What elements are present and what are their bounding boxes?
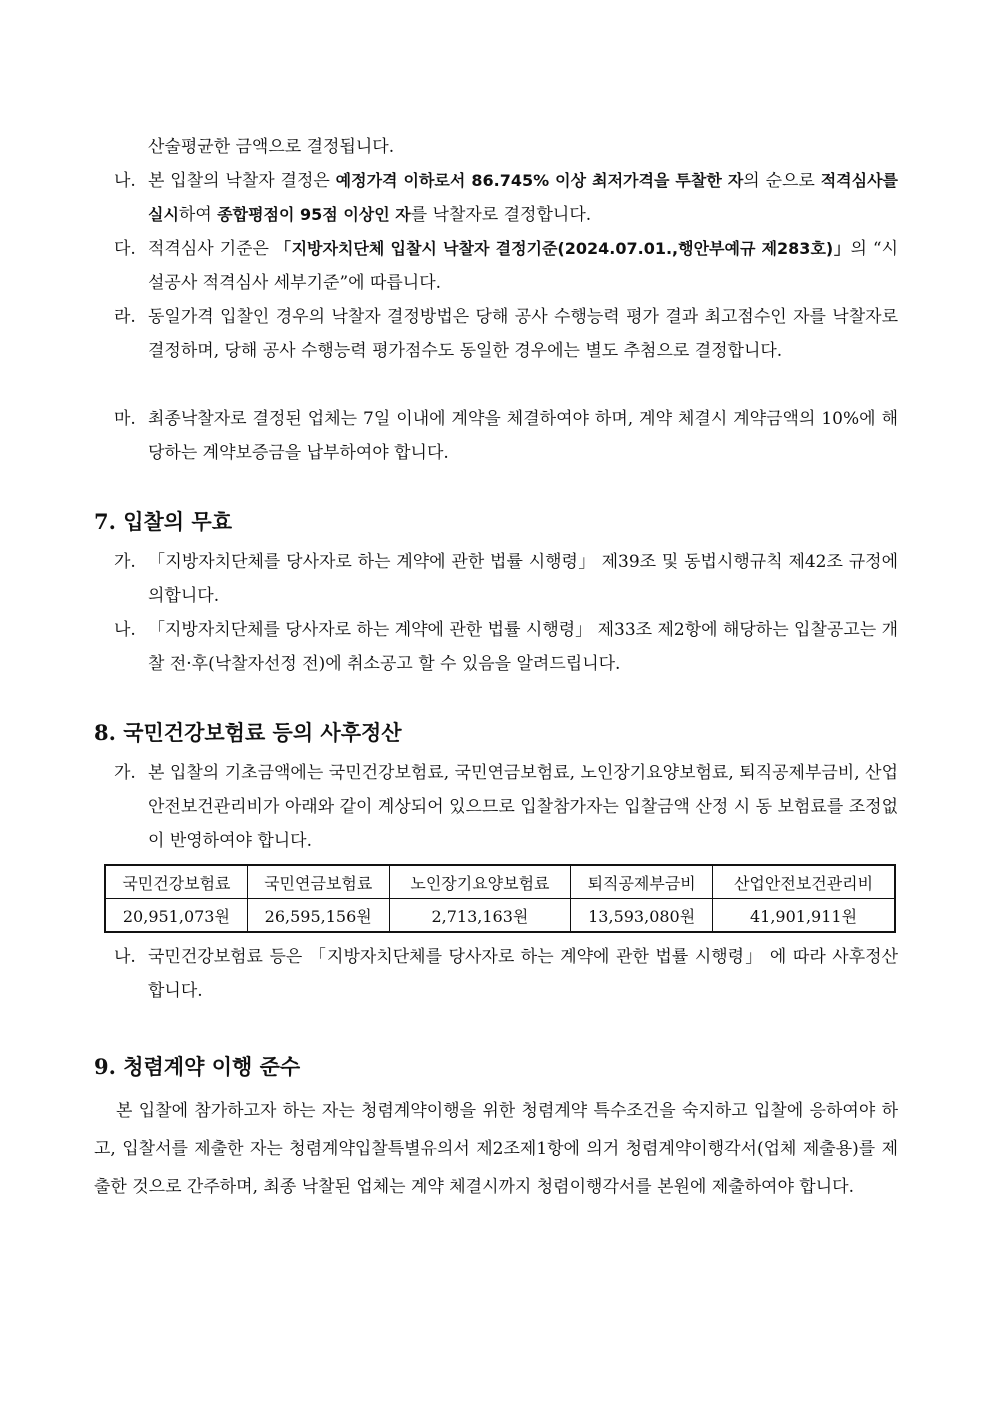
table-header-cell: 노인장기요양보험료 [389,865,571,899]
table-header-cell: 국민건강보험료 [105,865,247,899]
item-text: 최종낙찰자로 결정된 업체는 7일 이내에 계약을 체결하여야 하며, 계약 체결시 계약금액의 10%에 해당하는 계약보증금을 납부하여야 합니다. [148,409,898,463]
item-8-ga [114,756,898,858]
table-row [105,899,895,933]
item-text: 「지방자치단체를 당사자로 하는 계약에 관한 법률 시행령」 제33조 제2항에 해당하는 입찰공고는 개찰 전·후(낙찰자선정 전)에 취소공고 할 수 있음을 알려드립니다. [148,620,898,674]
table-header-cell: 퇴직공제부금비 [571,865,713,899]
item-marker: 나. [114,947,136,967]
bold-phrase: 종합평점이 95점 이상인 자 [217,205,411,224]
item-marker: 나. [114,171,136,191]
section-9-body: 본 입찰에 참가하고자 하는 자는 청렴계약이행을 위한 청렴계약 특수조건을 숙지하고 입찰에 응하여야 하고, 입찰서를 제출한 자는 청렴계약입찰특별유의서 제2조제1항에 의거 청렴계약이행각서(업체 제출용)를 제출한 것으로 간주하며, 최종 낙찰된 업체는 계약 체결시까지 청렴이행각서를 본원에 제출하여야 합니다. [94,1101,898,1197]
item-6-na [114,164,898,232]
bold-phrase: 「지방자치단체 입찰시 낙찰자 결정기준(2024.07.01.,행안부예규 제283호)」 [274,239,851,258]
item-7-na [114,613,898,681]
item-7-ga [114,545,898,613]
item-marker: 가. [114,763,136,783]
item-text: 국민건강보험료 등은 「지방자치단체를 당사자로 하는 계약에 관한 법률 시행령」 에 따라 사후정산 합니다. [148,947,898,1001]
item-marker: 다. [114,239,136,259]
item-6-ra [114,300,898,368]
table-header-cell: 산업안전보건관리비 [713,865,895,899]
bold-phrase: 예정가격 이하로서 86.745% 이상 최저가격을 투찰한 자 [335,171,744,190]
table-cell: 2,713,163원 [389,899,571,933]
item-marker: 나. [114,620,136,640]
item-text: 적격심사 기준은 「지방자치단체 입찰시 낙찰자 결정기준(2024.07.01.,행안부예규 제283호)」의 “시설공사 적격심사 세부기준”에 따릅니다. [148,239,898,293]
item-text: 동일가격 입찰인 경우의 낙찰자 결정방법은 당해 공사 수행능력 평가 결과 최고점수인 자를 낙찰자로 결정하며, 당해 공사 수행능력 평가점수도 동일한 경우에는 별도 추첨으로 결정합니다. [148,307,898,361]
bold-phrase: 적격심사를 실시 [148,171,898,224]
table-cell: 13,593,080원 [571,899,713,933]
section-heading-7: 7. 입찰의 무효 [94,509,232,534]
item-text: 「지방자치단체를 당사자로 하는 계약에 관한 법률 시행령」 제39조 및 동법시행규칙 제42조 규정에 의합니다. [148,552,898,606]
item-8-na [114,940,898,1008]
table-header-cell: 국민연금보험료 [247,865,389,899]
section-heading-8: 8. 국민건강보험료 등의 사후정산 [94,720,402,745]
item-6-ma [114,402,898,470]
item-marker: 마. [114,409,136,429]
table-header-row [105,865,895,899]
item-marker: 라. [114,307,136,327]
item-marker: 가. [114,552,136,572]
table-cell: 26,595,156원 [247,899,389,933]
section-heading-9: 9. 청렴계약 이행 준수 [94,1054,301,1079]
table-cell: 20,951,073원 [105,899,247,933]
insurance-table [104,864,896,933]
item-text: 본 입찰의 낙찰자 결정은 예정가격 이하로서 86.745% 이상 최저가격을 투찰한 자의 순으로 적격심사를 실시하여 종합평점이 95점 이상인 자를 낙찰자로 결정합니다. [148,171,898,225]
item-text: 본 입찰의 기초금액에는 국민건강보험료, 국민연금보험료, 노인장기요양보험료, 퇴직공제부금비, 산업안전보건관리비가 아래와 같이 계상되어 있으므로 입찰참가자는 입찰금액 산정 시 동 보험료를 조정없이 반영하여야 합니다. [148,763,898,851]
table-cell: 41,901,911원 [713,899,895,933]
item-6-da [114,232,898,300]
continued-line: 산술평균한 금액으로 결정됩니다. [148,137,395,157]
